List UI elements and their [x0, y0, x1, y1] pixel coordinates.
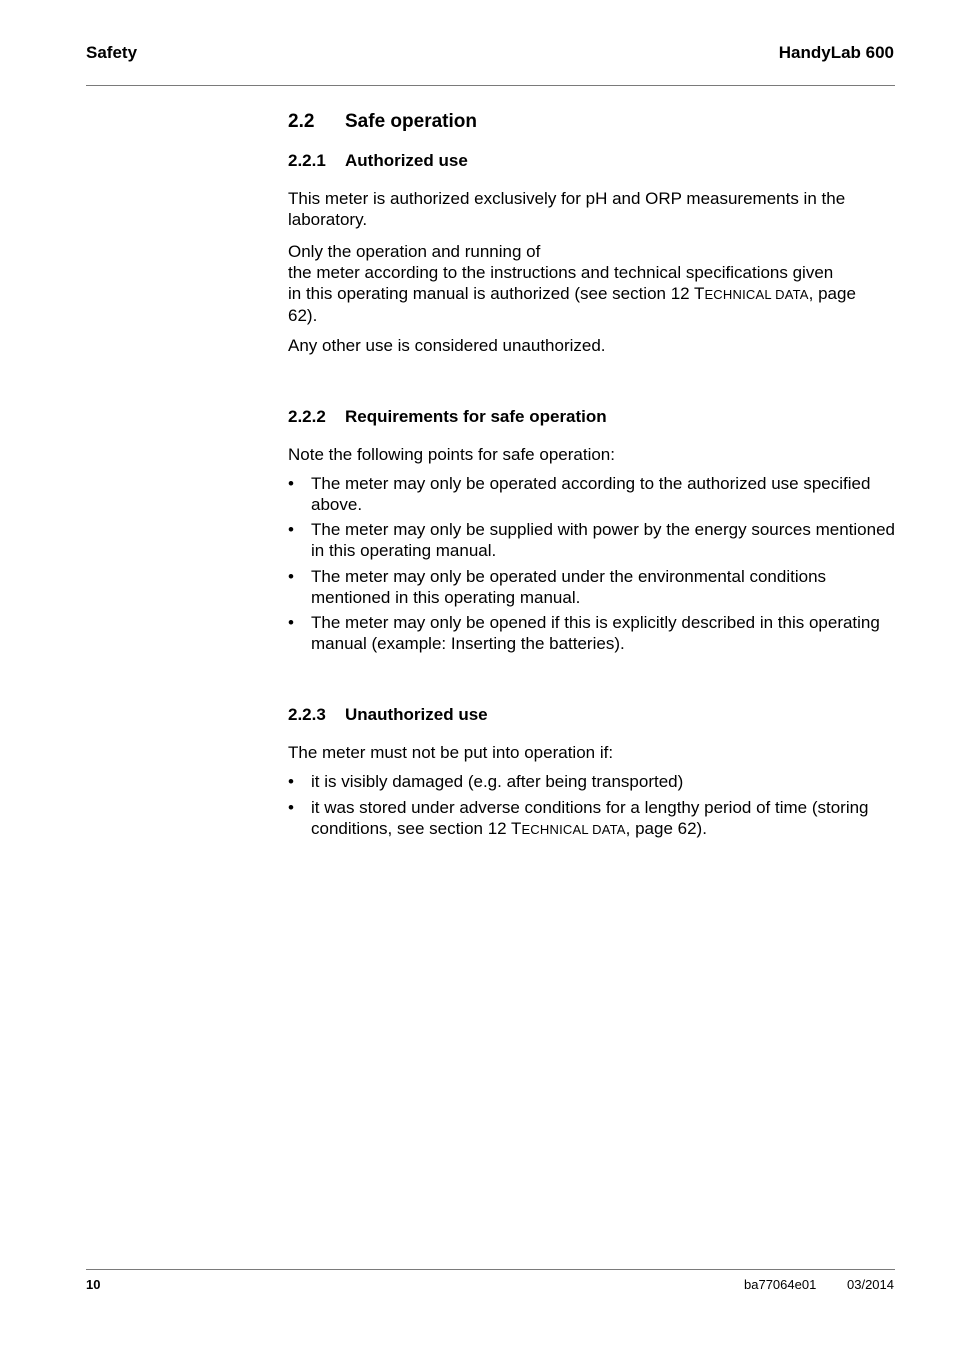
list-item	[288, 797, 896, 840]
list-item	[288, 473, 896, 515]
header-divider	[86, 85, 895, 86]
bullet-icon: •	[288, 474, 294, 493]
paragraph-intro: The meter must not be put into operation if:	[288, 743, 614, 762]
paragraph-line: in this operating manual is authorized (see section 12 TECHNICAL DATA, page	[288, 284, 856, 303]
subsection-title: Unauthorized use	[345, 705, 488, 724]
list-item-text: The meter may only be opened if this is explicitly described in this operating manual (example: Inserting the batteries).	[311, 613, 880, 653]
cross-reference-technical-data[interactable]: TECHNICAL DATA	[694, 284, 809, 303]
list-item-text: it was stored under adverse conditions for a lengthy period of time (storing conditions, see section 12 TECHNICAL DATA, page 62).	[311, 798, 869, 838]
paragraph-other-use: Any other use is considered unauthorized.	[288, 336, 606, 355]
footer-divider	[86, 1269, 895, 1270]
list-item-text: it is visibly damaged (e.g. after being transported)	[311, 772, 684, 791]
bullet-icon: •	[288, 798, 294, 817]
paragraph-line: Only the operation and running of	[288, 242, 541, 261]
subsection-title: Authorized use	[345, 151, 468, 170]
bullet-icon: •	[288, 567, 294, 586]
list-item	[288, 771, 896, 792]
section-number: 2.2	[288, 111, 315, 132]
subsection-heading-authorized-use	[288, 151, 896, 171]
list-item	[288, 519, 896, 561]
subsection-number: 2.2.2	[288, 407, 326, 426]
paragraph-authorized-operation	[288, 241, 896, 326]
subsection-number: 2.2.1	[288, 151, 326, 170]
list-item	[288, 566, 896, 608]
list-item-text: The meter may only be operated according to the authorized use specified above.	[311, 474, 871, 514]
list-item	[288, 612, 896, 654]
cross-reference-technical-data[interactable]: TECHNICAL DATA	[511, 819, 626, 838]
list-item-text: The meter may only be operated under the environmental conditions mentioned in this operating manual.	[311, 567, 827, 607]
section-heading	[288, 111, 896, 133]
bullet-icon: •	[288, 520, 294, 539]
paragraph-intro: Note the following points for safe operation:	[288, 445, 615, 464]
subsection-number: 2.2.3	[288, 705, 326, 724]
subsection-title: Requirements for safe operation	[345, 407, 607, 426]
section-title: Safe operation	[345, 111, 477, 132]
running-header-product: HandyLab 600	[778, 43, 894, 62]
document-date: 03/2014	[847, 1277, 894, 1292]
subsection-heading-unauthorized-use	[288, 705, 896, 725]
document-id: ba77064e01	[744, 1277, 817, 1292]
paragraph-line: 62).	[288, 306, 318, 325]
paragraph-authorized-scope: This meter is authorized exclusively for pH and ORP measurements in the laboratory.	[288, 189, 846, 229]
bullet-icon: •	[288, 613, 294, 632]
page-number: 10	[86, 1277, 101, 1292]
paragraph-line: the meter according to the instructions and technical specifications given	[288, 263, 834, 282]
subsection-heading-safe-operation	[288, 407, 896, 427]
bullet-icon: •	[288, 772, 294, 791]
list-item-text: The meter may only be supplied with power by the energy sources mentioned in this operating manual.	[311, 520, 895, 560]
running-header-section: Safety	[86, 43, 138, 62]
